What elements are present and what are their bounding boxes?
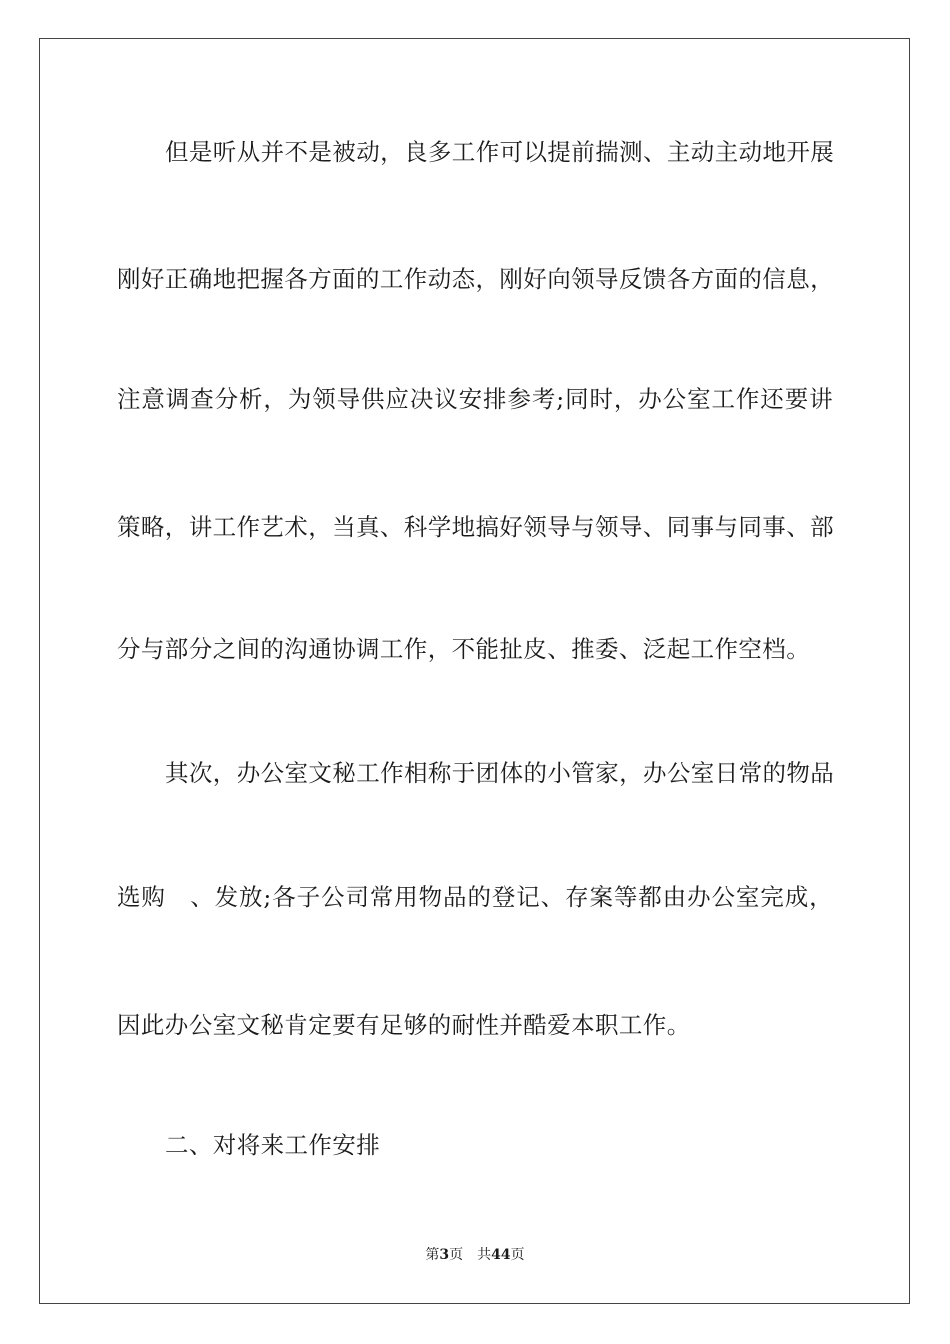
footer-total-prefix: 共: [477, 1247, 492, 1263]
footer-page-suffix: 页: [449, 1247, 464, 1263]
page-footer: [0, 1246, 950, 1264]
footer-total-suffix: 页: [510, 1247, 525, 1263]
page-border: [39, 38, 910, 1304]
paragraph-1-line-3: 注意调查分析，为领导供应决议安排参考;同时，办公室工作还要讲: [117, 385, 833, 413]
footer-page-prefix: 第: [425, 1247, 440, 1263]
paragraph-2-line-1: 其次，办公室文秘工作相称于团体的小管家，办公室日常的物品: [165, 759, 835, 787]
paragraph-2-line-3: 因此办公室文秘肯定要有足够的耐性并酷爱本职工作。: [117, 1011, 691, 1039]
paragraph-1-line-2: 刚好正确地把握各方面的工作动态，刚好向领导反馈各方面的信息，: [117, 265, 834, 293]
paragraph-1-line-4: 策略，讲工作艺术，当真、科学地搞好领导与领导、同事与同事、部: [117, 513, 834, 541]
footer-page-number: 3: [439, 1247, 450, 1263]
section-heading: 二、对将来工作安排: [165, 1131, 381, 1159]
paragraph-2-line-2: 选购 、发放;各子公司常用物品的登记、存案等都由办公室完成，: [117, 883, 833, 911]
paragraph-1-line-5: 分与部分之间的沟通协调工作，不能扯皮、推委、泛起工作空档。: [117, 635, 811, 663]
paragraph-1-line-1: 但是听从并不是被动，良多工作可以提前揣测、主动主动地开展: [165, 138, 835, 166]
footer-total-pages: 44: [491, 1247, 511, 1263]
